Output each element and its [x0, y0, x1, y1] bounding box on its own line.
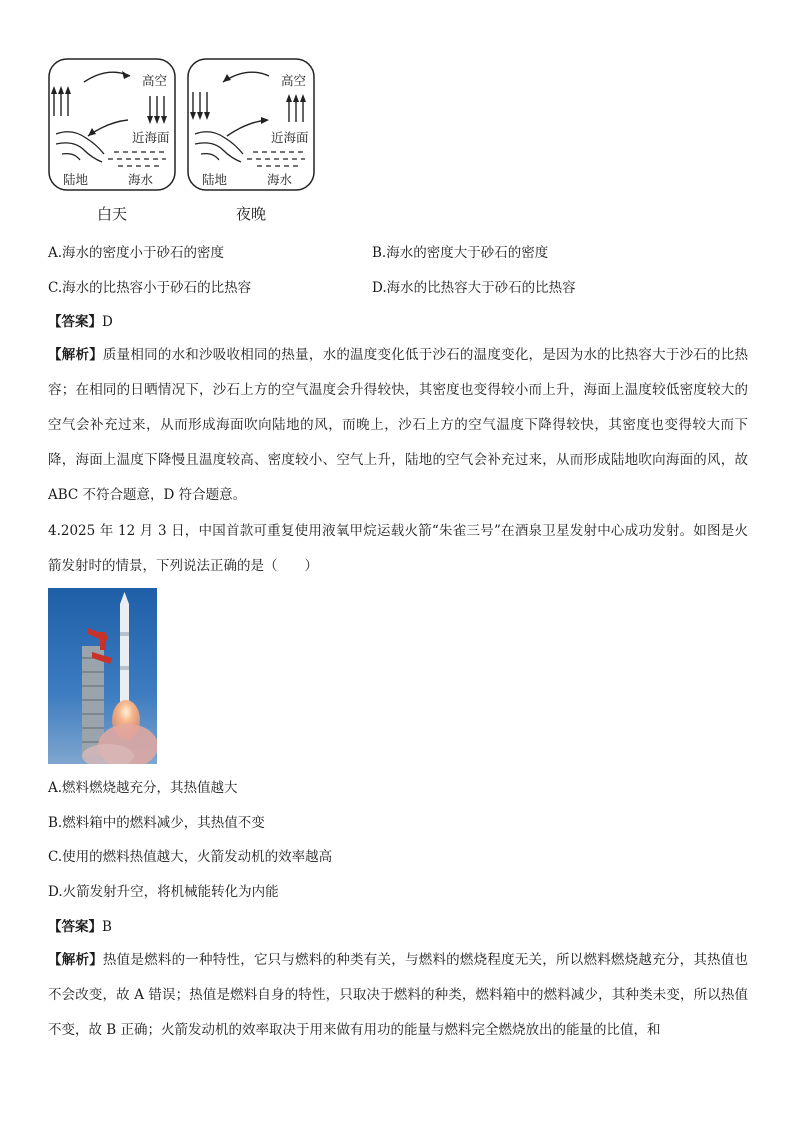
night-label-sea: 海水 — [267, 172, 293, 187]
night-label-land: 陆地 — [202, 172, 228, 187]
q4-stem: 4.2025 年 12 月 3 日，中国首款可重复使用液氧甲烷运载火箭“朱雀三号”在酒泉卫星发射中心成功发射。如图是火箭发射时的情景，下列说法正确的是（ ） — [48, 523, 748, 574]
day-label-sea-surface: 近海面 — [132, 130, 170, 145]
night-caption: 夜晚 — [235, 205, 266, 223]
q4-answer-label: 【答案】 — [48, 919, 102, 935]
q3-analysis-label: 【解析】 — [48, 347, 103, 363]
q3-answer — [48, 312, 113, 332]
rocket-launch-image — [48, 588, 157, 764]
q4-option-b: B.燃料箱中的燃料减少，其热值不变 — [48, 815, 265, 831]
q4-analysis — [48, 943, 748, 1048]
day-label-high: 高空 — [142, 73, 168, 88]
q3-analysis — [48, 338, 748, 513]
q3-answer-label: 【答案】 — [48, 314, 102, 330]
q3-answer-value: D — [102, 314, 113, 330]
day-label-sea: 海水 — [128, 172, 154, 187]
q3-option-d: D.海水的比热容大于砂石的比热容 — [372, 280, 576, 296]
q4-option-a: A.燃料燃烧越充分，其热值越大 — [48, 780, 238, 796]
q3-option-c: C.海水的比热容小于砂石的比热容 — [48, 280, 252, 296]
night-label-high: 高空 — [281, 73, 307, 88]
q4-analysis-text: 热值是燃料的一种特性，它只与燃料的种类有关，与燃料的燃烧程度无关，所以燃料燃烧越充分，其热值也不会改变，故 A 错误；热值是燃料自身的特性，只取决于燃料的种类，燃料箱中的燃料减少，其种类未变，所以热值不变，故 B 正确；火箭发动机的效率取决于用来做有用功的能量与燃料完全燃烧放出的能量的比值，和 — [48, 952, 749, 1038]
day-label-land: 陆地 — [63, 172, 89, 187]
day-diagram — [48, 58, 176, 191]
q4-answer — [48, 917, 112, 937]
q3-option-b: B.海水的密度大于砂石的密度 — [372, 245, 549, 261]
day-caption: 白天 — [96, 205, 127, 223]
q4-option-c: C.使用的燃料热值越大，火箭发动机的效率越高 — [48, 849, 333, 865]
q3-analysis-text: 质量相同的水和沙吸收相同的热量，水的温度变化低于沙石的温度变化，是因为水的比热容大于沙石的比热容；在相同的日晒情况下，沙石上方的空气温度会升得较快，其密度也变得较小而上升，海面上温度较低密度较大的空气会补充过来，从而形成海面吹向陆地的风，而晚上，沙石上方的空气温度下降得较快，其密度也变得较大而下降，海面上温度下降慢且温度较高、密度较小、空气上升，陆地的空气会补充过来，从而形成陆地吹向海面的风，故 ABC 不符合题意，D 符合题意。 — [48, 347, 749, 503]
q3-option-a: A.海水的密度小于砂石的密度 — [48, 245, 225, 261]
q4-option-d: D.火箭发射升空，将机械能转化为内能 — [48, 884, 279, 900]
night-label-sea-surface: 近海面 — [271, 130, 309, 145]
q4-analysis-label: 【解析】 — [48, 952, 103, 968]
q4-answer-value: B — [102, 919, 112, 935]
night-diagram — [187, 58, 315, 191]
